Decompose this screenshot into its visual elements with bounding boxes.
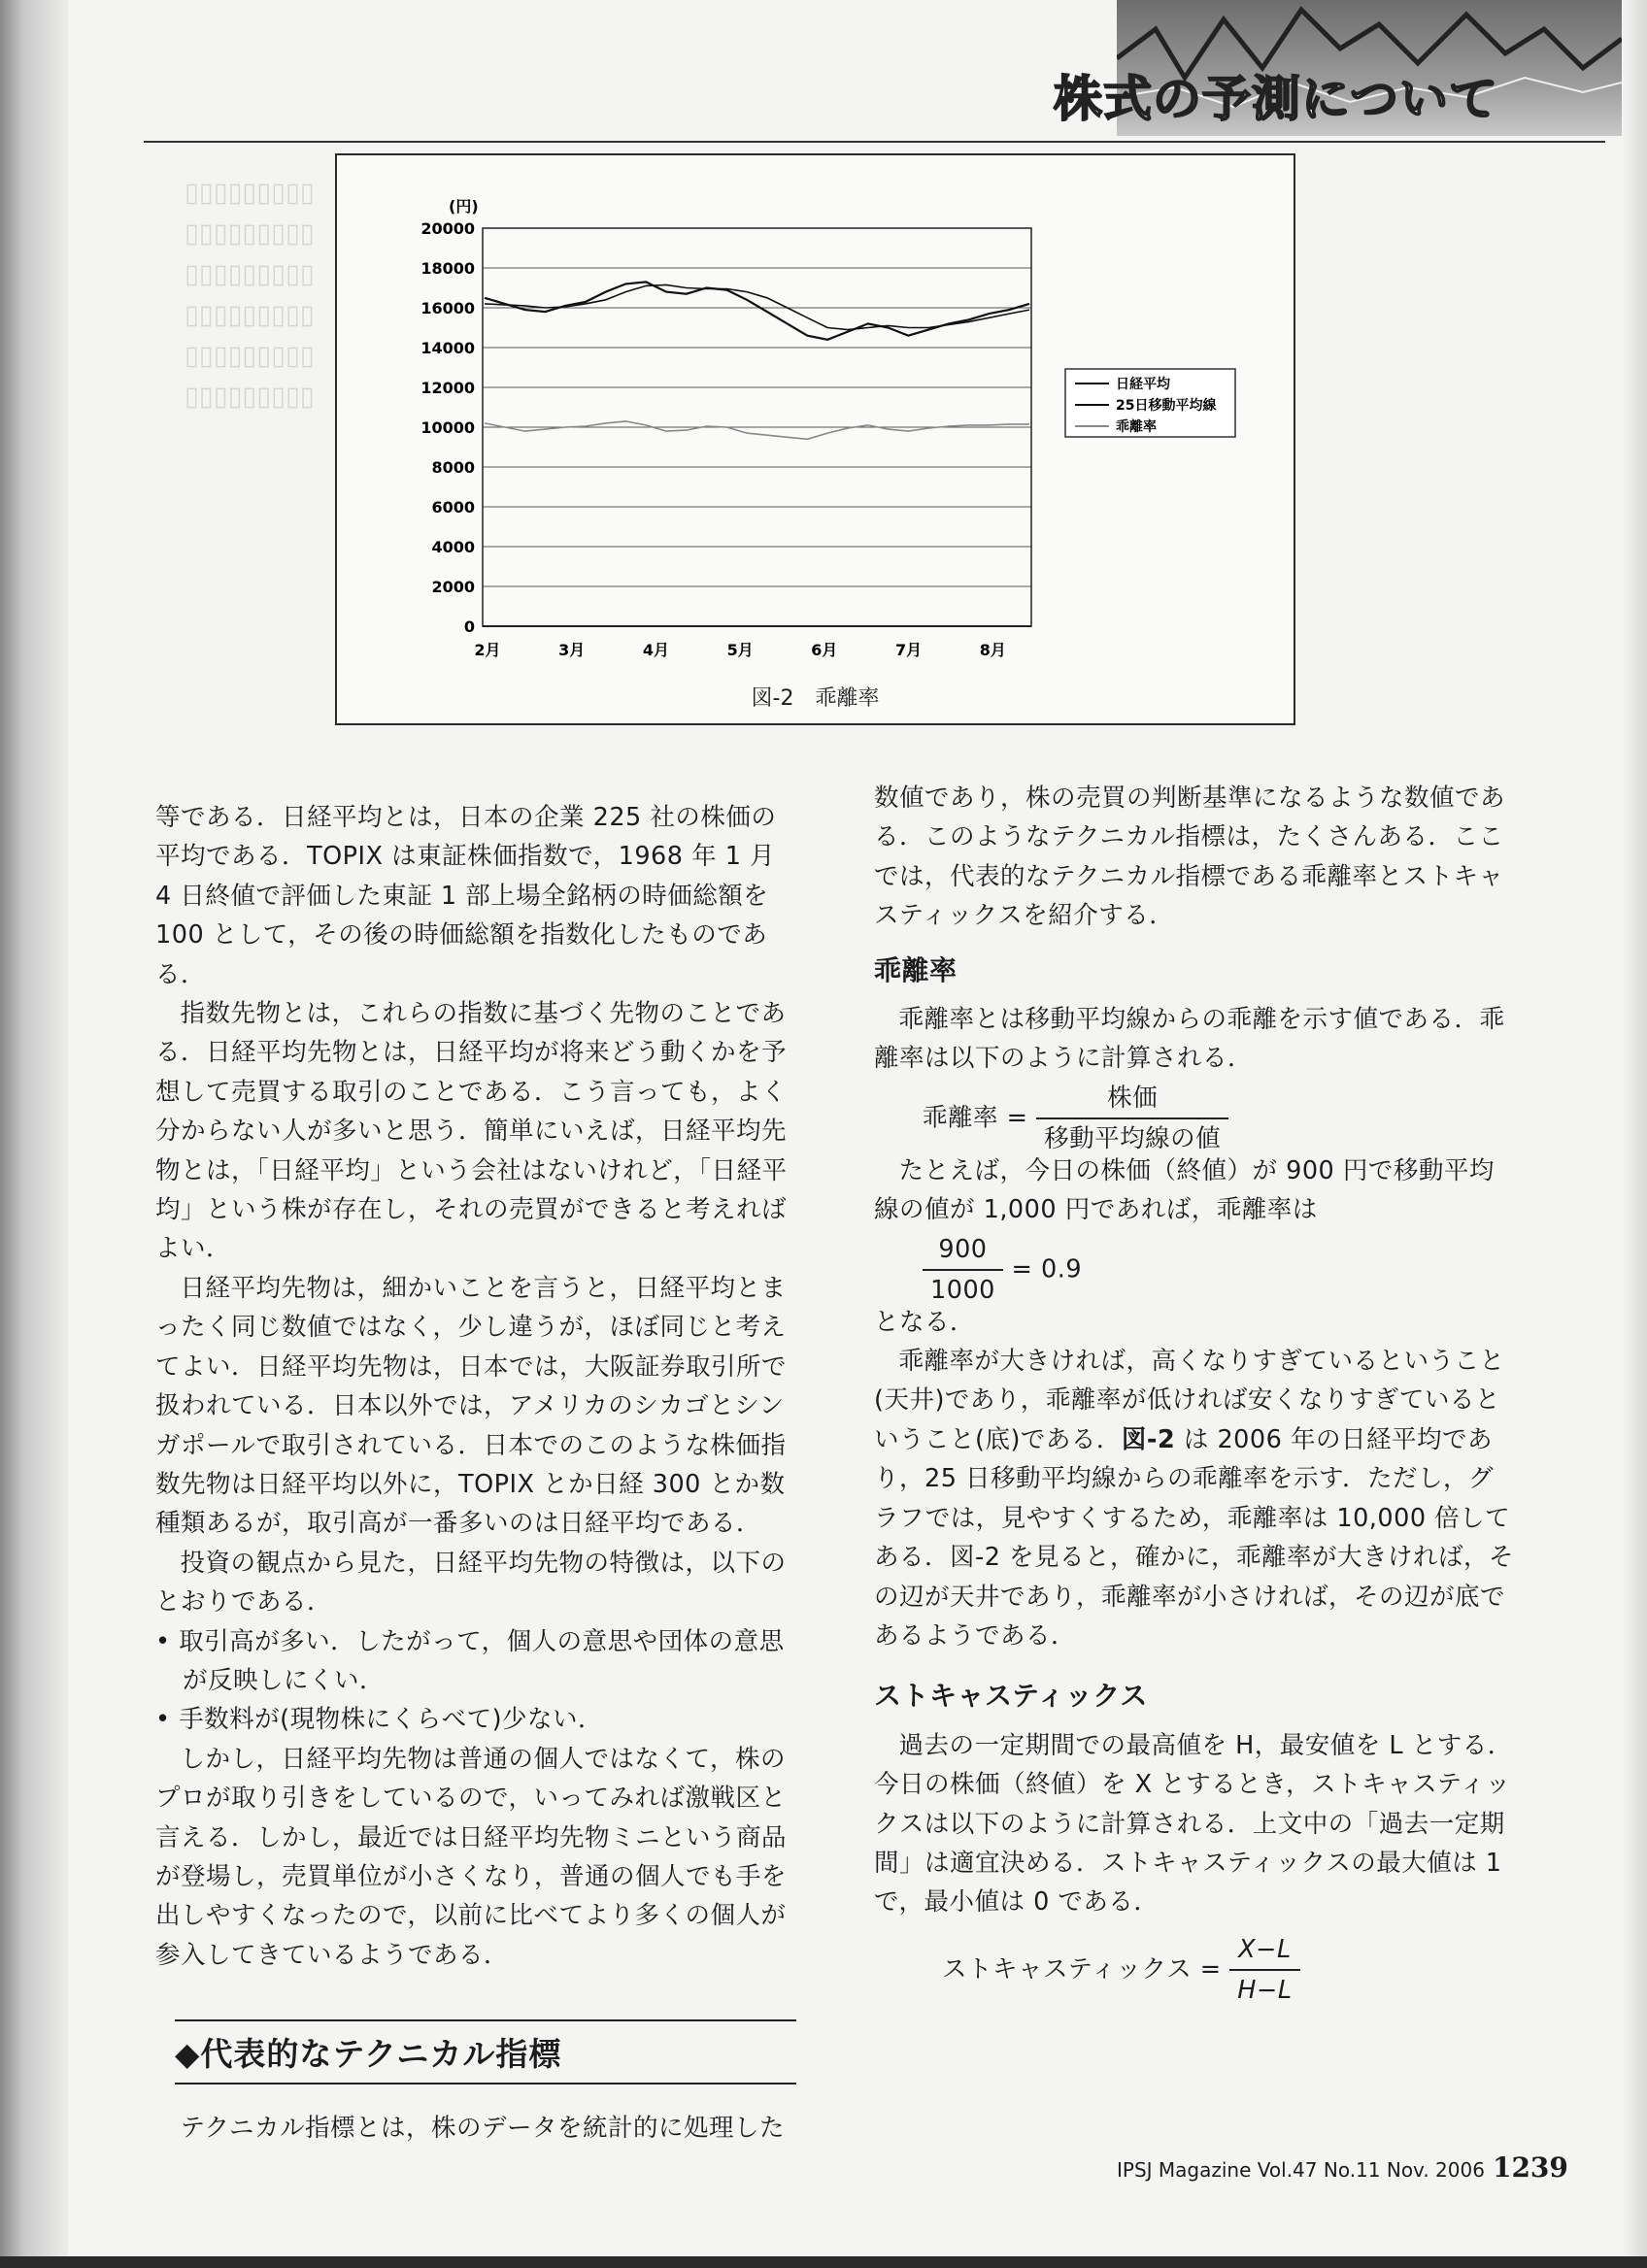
x-tick-label: 4月 — [642, 641, 670, 659]
journal-info: IPSJ Magazine Vol.47 No.11 Nov. 2006 — [1117, 2158, 1485, 2182]
legend-label: 25日移動平均線 — [1116, 398, 1217, 414]
page-header-title: 株式の予測について — [1054, 71, 1498, 127]
equation-denominator: H−L — [1229, 1969, 1299, 2010]
list-item: • 取引高が多い．したがって，個人の意思や団体の意思が反映しにくい． — [155, 1626, 785, 1695]
x-tick-label: 7月 — [895, 641, 923, 659]
bleed-through-text: ▯▯▯▯▯▯▯▯▯ ▯▯▯▯▯▯▯▯▯ ▯▯▯▯▯▯▯▯▯ ▯▯▯▯▯▯▯▯▯ ▯▯▯▯▯▯▯▯▯ ▯▯▯▯▯▯▯▯▯ — [185, 178, 315, 412]
series-line-3 — [485, 421, 1029, 439]
paragraph: しかし，日経平均先物は普通の個人ではなくて，株のプロが取り引きをしているので，いってみれば激戦区と言える．しかし，最近では日経平均先物ミニという商品が登場し，売買単位が小さくなり，普通の個人でも手を出しやすくなったので，以前に比べてより多くの個人が参入してきているようである． — [155, 1744, 788, 1970]
equation-lhs: 乖離率 = — [923, 1103, 1028, 1133]
chart-y-ticks — [420, 219, 475, 636]
y-tick-label: 10000 — [420, 418, 475, 437]
x-tick-label: 8月 — [979, 641, 1006, 659]
equation-example — [874, 1230, 1515, 1306]
chart-y-unit-label: (円) — [449, 197, 479, 216]
paragraph: 数値であり，株の売買の判断基準になるような数値である．このようなテクニカル指標は，たくさんある．ここでは，代表的なテクニカル指標である乖離率とストキャスティックスを紹介する． — [874, 784, 1506, 931]
paragraph-text: は 2006 年の日経平均であり，25 日移動平均線からの乖離率を示す．ただし，グラフでは，見やすくするため，乖離率は 10,000 倍してある．図-2 を見ると，確かに，乖離率が大きければ，その辺が天井であり，乖離率が小さければ，その辺が底であるようである． — [874, 1424, 1515, 1651]
y-tick-label: 0 — [463, 617, 475, 636]
figure-2 — [335, 153, 1295, 725]
paragraph: 投資の観点から見た，日経平均先物の特徴は，以下のとおりである． — [155, 1548, 787, 1618]
figure-reference: 図-2 — [1121, 1424, 1176, 1454]
figure-caption: 図-2 乖離率 — [751, 686, 880, 711]
paragraph — [874, 1342, 1515, 1655]
equation-fraction — [1229, 1930, 1299, 2011]
x-tick-label: 5月 — [726, 641, 754, 659]
paragraph: 日経平均先物は，細かいことを言うと，日経平均とまったく同じ数値ではなく，少し違うが，ほぼ同じと考えてよい．日経平均先物は，日本では，大阪証券取引所で扱われている．日本以外では，アメリカのシカゴとシンガポールで取引されている．日本でのこのような株価指数先物は日経平均以外に，TOPIX とか日経 300 とか数種類あるが，取引高が一番多いのは日経平均である． — [155, 1273, 788, 1539]
section-heading: ◆代表的なテクニカル指標 — [175, 2019, 796, 2085]
x-tick-label: 6月 — [811, 641, 838, 659]
paragraph: 等である．日経平均とは，日本の企業 225 社の株価の平均である．TOPIX は東証株価指数で，1968 年 1 月 4 日終値で評価した東証 1 部上場全銘柄の時価総額を 100 として，その後の時価総額を指数化したものである． — [155, 803, 777, 989]
chart-series — [485, 282, 1029, 439]
list-item: • 手数料が(現物株にくらべて)少ない． — [155, 1705, 604, 1735]
equation-denominator: 移動平均線の値 — [1036, 1117, 1228, 1158]
paragraph: たとえば，今日の株価（終値）が 900 円で移動平均線の値が 1,000 円であれば，乖離率は — [874, 1155, 1495, 1225]
legend-label: 日経平均 — [1116, 377, 1170, 392]
chart-x-ticks — [474, 641, 1005, 659]
paragraph: 過去の一定期間での最高値を H，最安値を L とする．今日の株価（終値）を X とするとき，ストキャスティックスは以下のように計算される．上文中の「過去一定期間」は適宜決める．ストキャスティックスの最大値は 1 で，最小値は 0 である． — [874, 1730, 1513, 1918]
y-tick-label: 20000 — [420, 219, 475, 238]
equation-deviation — [874, 1079, 1515, 1154]
equation-rhs: = 0.9 — [1011, 1254, 1083, 1284]
header-rule — [144, 141, 1605, 143]
y-tick-label: 8000 — [431, 458, 475, 477]
right-column — [874, 779, 1515, 2006]
page-footer — [1117, 2151, 1568, 2184]
paragraph: 乖離率とは移動平均線からの乖離を示す値である．乖離率は以下のように計算される． — [874, 1005, 1505, 1074]
equation-denominator: 1000 — [923, 1269, 1003, 1310]
equation-fraction — [923, 1230, 1003, 1311]
paragraph: となる． — [874, 1307, 976, 1337]
page-edge-right — [1622, 0, 1647, 2268]
equation-numerator: 900 — [938, 1234, 988, 1264]
page-edge-bottom — [0, 2256, 1647, 2268]
x-tick-label: 2月 — [474, 641, 501, 659]
equation-numerator: X−L — [1238, 1934, 1292, 1964]
chart-legend — [1065, 369, 1235, 437]
y-tick-label: 4000 — [431, 538, 475, 556]
x-tick-label: 3月 — [558, 641, 586, 659]
left-column-end — [155, 2109, 796, 2148]
paragraph: テクニカル指標とは，株のデータを統計的に処理した — [180, 2114, 785, 2143]
paragraph: 指数先物とは，これらの指数に基づく先物のことである．日経平均先物とは，日経平均が将来どう動くかを予想して売買する取引のことである．こう言っても，よく分からない人が多いと思う．簡単にいえば，日経平均先物とは，「日経平均」という会社はないけれど，「日経平均」という株が存在し，それの売買ができると考えればよい． — [155, 999, 788, 1264]
series-line-1 — [485, 282, 1029, 339]
y-tick-label: 2000 — [431, 578, 475, 596]
subsection-heading-stochastics: ストキャスティックス — [874, 1680, 1148, 1713]
deviation-rate-chart — [337, 155, 1294, 670]
y-tick-label: 18000 — [420, 259, 475, 278]
y-tick-label: 12000 — [420, 379, 475, 397]
equation-numerator: 株価 — [1107, 1083, 1159, 1113]
subsection-heading-deviation: 乖離率 — [874, 953, 958, 986]
page-number: 1239 — [1492, 2151, 1568, 2184]
equation-stochastics — [874, 1930, 1515, 2006]
y-tick-label: 6000 — [431, 498, 475, 517]
equation-lhs: ストキャスティックス = — [942, 1954, 1222, 1984]
equation-fraction — [1036, 1079, 1228, 1159]
left-column — [155, 798, 796, 1975]
binding-shadow — [0, 0, 68, 2268]
paragraph-text: 乖離率が大きければ，高くなりすぎているということ(天井)であり，乖離率が低ければ安くなりすぎているということ(底)である． — [874, 1347, 1505, 1454]
legend-label: 乖離率 — [1116, 419, 1157, 435]
y-tick-label: 16000 — [420, 299, 475, 317]
y-tick-label: 14000 — [420, 339, 475, 357]
